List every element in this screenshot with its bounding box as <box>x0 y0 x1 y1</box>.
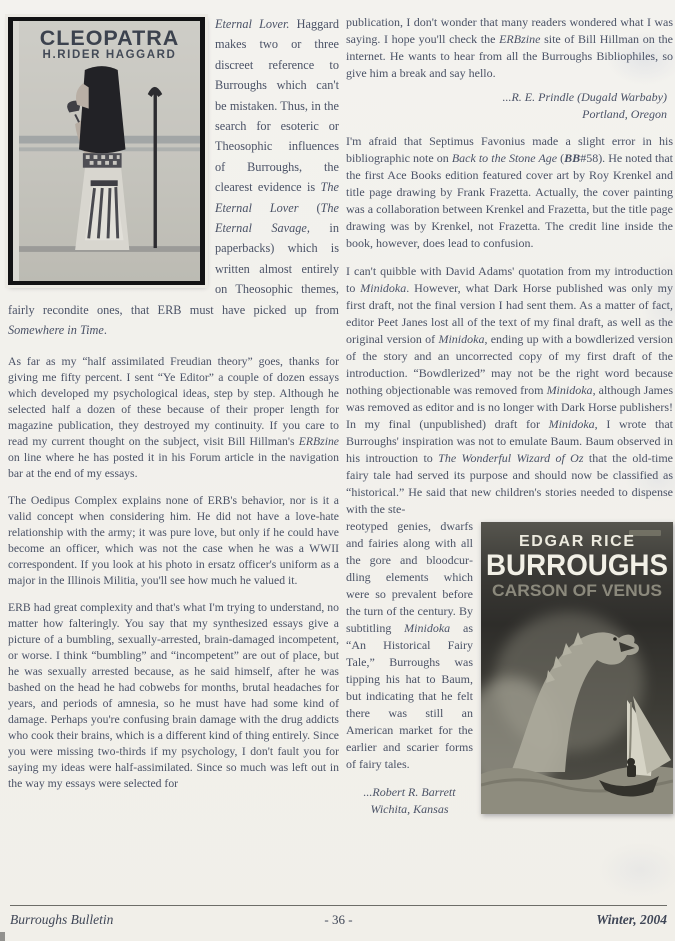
signature-prindle <box>346 89 673 123</box>
paragraph-erb-complexity: ERB had great complexity and that's what I'm trying to understand, no matter how falteringly. You say that my synthesized essays give a picture of a bumbling, sexually-arrested, brain-damaged incompetent, or worse. I think “bumbling” and “incompetent” are out of place, but he was sexually arrested because, as he said himself, after he was bashed on the head he had cobwebs for months, brutal headaches for years, and periods of amnesia, so he must have had some kind of damage. Perhaps you're confusing brain damage with the drug addicts who cook their brains, which is a different kind of thing entirely. Since you were missing two-thirds if my psychology, I don't fault you for saying my ideas were half-assimilated. Since so much was left out in the way my essays were selected for <box>8 600 339 790</box>
paragraph-freudian-theory: As far as my “half assimilated Freudian theory” goes, thanks for giving me fifty percent. I sent “Ye Editor” a couple of dozen essays which developed my psychological ideas, step by step. Although he selected half a dozen of these because of their proper length for magazine publication, they destroyed my continuity. If you care to read my current thought on the subject, visit Bill Hillman's ERBzine on line where he has posted it in his Forum article in the navigation bar at the end of my essays. <box>8 354 339 480</box>
scan-corner-artifact <box>0 932 5 941</box>
signature-barrett <box>346 784 474 818</box>
right-column <box>346 14 673 820</box>
paragraph-publication: publication, I don't wonder that many readers wondered what I was saying. I hope you'll check the ERBzine site of Bill Hillman on the internet. He wants to hear from all the Burroughs Bibliophiles, so give him a break and say hello. <box>346 15 674 80</box>
cleopatra-cover <box>13 21 200 281</box>
signature-name: ...R. E. Prindle (Dugald Warbaby) <box>502 90 667 104</box>
paragraph-eternal-lover: Eternal Lover. Haggard makes two or three discreet reference to Burroughs which can't be mistaken. Thus, in the search for esoteric or Theosophic influences of Burroughs, the clearest evidence is The Eternal Lover (The Eternal Savage, in paperbacks) which is written almost entirely on Theosophic themes, fairly recondite ones, that ERB must have picked up from Somewhere in Time. <box>8 17 339 338</box>
cleopatra-cover-image <box>8 17 205 285</box>
carson-title-text: CARSON OF VENUS <box>492 581 662 600</box>
carson-publisher-text: EDGAR RICE <box>519 533 635 550</box>
cleopatra-author: H.RIDER HAGGARD <box>42 49 177 61</box>
paragraph-minidoka: I can't quibble with David Adams' quotation from my introduction to Minidoka. However, what Dark Horse published was only my first draft, not the final version I had sent them. As a matter of fact, editor Peet Janes lost all of the text of my final draft, as well as the original version of Minidoka, ending up with a bowdlerized version of the story and an uncorrected copy of my first draft of the introduction. “Bowdlerized” may not be the right word because nothing objectionable was removed from Minidoka, although James was removed as editor and is no longer with Dark Horse publishers! In my final (unpublished) draft for Minidoka, I wrote that Burroughs' inspiration was not to emulate Baum. Baum observed in his introuction to The Wonderful Wizard of Oz that the old-time fairy tale had served its purpose and should now be classified as “historical.” He said that new children's stories needed to dispense with the ste- <box>346 264 674 516</box>
issue-date: Winter, 2004 <box>596 912 668 927</box>
carson-author-text: BURROUGHS <box>486 549 668 582</box>
paragraph-minidoka-continued: reotyped genies, dwarfs and fairies along with all the gore and bloodcurdling elements which were so prevalent before the turn of the century. By subtitling Minidoka as “An Historical Fairy Tale,” Burroughs was tipping his hat to Baum, but indicating that he felt there was still an American market for the earlier and scarier forms of fairy tales. <box>346 519 473 771</box>
journal-title: Burroughs Bulletin <box>10 912 114 927</box>
page-footer <box>10 905 667 928</box>
carson-cover-art <box>481 522 673 814</box>
page-number: - 36 - <box>324 912 353 927</box>
signature-name: ...Robert R. Barrett <box>363 785 456 799</box>
cleopatra-title: CLEOPATRA <box>39 26 180 50</box>
left-column <box>8 14 339 820</box>
staff <box>148 87 163 248</box>
paragraph-oedipus-complex: The Oedipus Complex explains none of ERB's behavior, nor is it a valid concept when considering him. He did not have a love-hate relationship with the army; it was pure love, but only if he could have become an officer, which was not the case when he was a WWII correspondent. If you look at his photo in ersatz officer's uniform as a major in the Illinois Militia, you'll see how much he valued it. <box>8 493 339 587</box>
paragraph-septimus-favonius: I'm afraid that Septimus Favonius made a slight error in his bibliographic note on Back to the Stone Age (BB#58). He noted that the first Ace Books edition featured cover art by Roy Krenkel and title page drawing by Frank Frazetta. Actually, the cover painting was a collaboration between Krenkel and Frazetta, but the title page drawing was by Krenkel, not Frazetta. The credit line inside the book, however, does lead to confusion. <box>346 134 673 250</box>
signature-location: Portland, Oregon <box>582 107 667 121</box>
carson-cover-image <box>481 522 673 814</box>
egyptian-figure <box>67 66 129 250</box>
cleopatra-illustration <box>19 63 200 255</box>
signature-location: Wichita, Kansas <box>370 802 449 816</box>
